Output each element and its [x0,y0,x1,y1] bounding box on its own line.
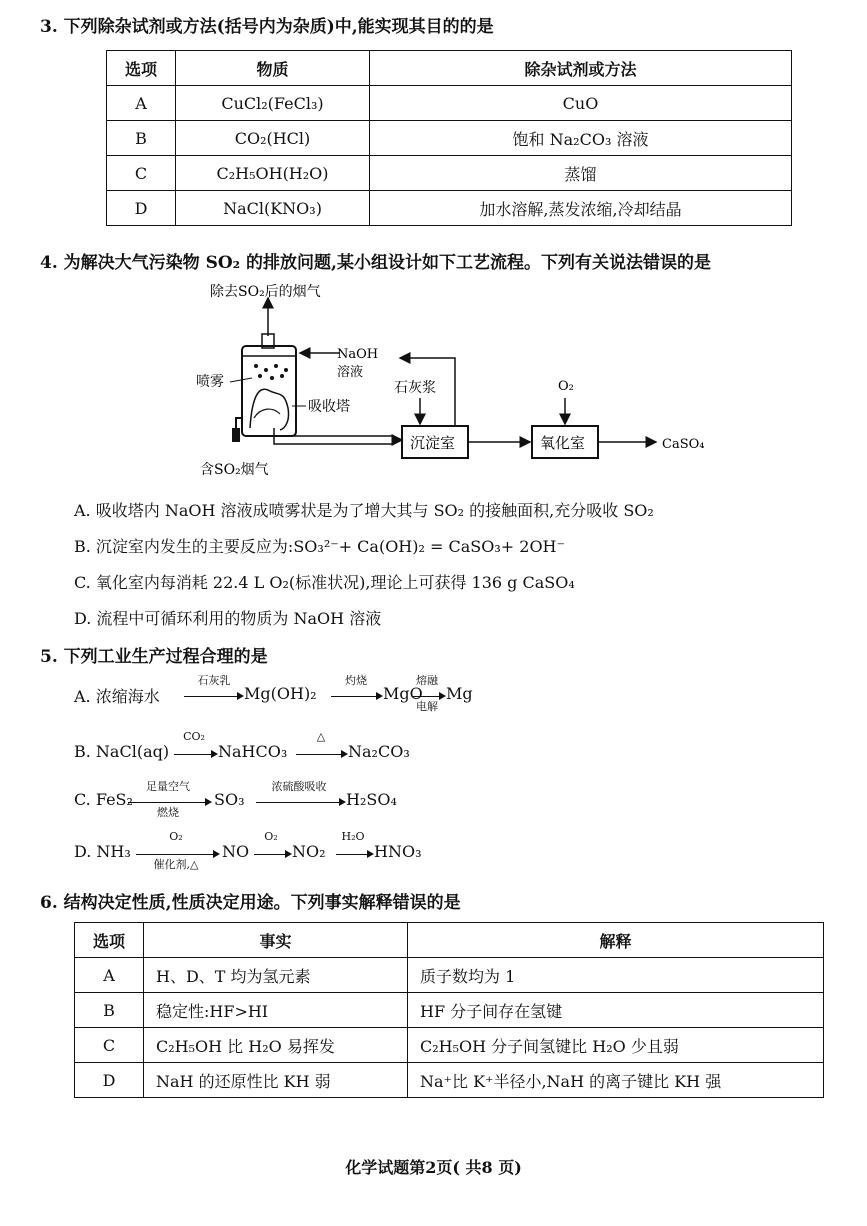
in-gas-label: 含SO₂烟气 [200,462,269,478]
cell: 质子数均为 1 [408,958,824,993]
q4-stem: 4. 为解决大气污染物 SO₂ 的排放问题,某小组设计如下工艺流程。下列有关说法错误的是 [40,253,711,273]
process-flow-diagram [180,278,740,488]
condition: 石灰乳 [197,674,231,687]
cell: NaCl(KNO₃) [176,191,370,226]
formula: D. NH₃ [74,842,131,861]
condition: 灼烧 [345,674,367,687]
formula: NaHCO₃ [218,742,288,761]
naoh-solution-label: 溶液 [337,365,364,380]
formula: Mg [446,684,473,703]
q6-table [74,922,824,1098]
q5-stem: 5. 下列工业生产过程合理的是 [40,647,268,667]
cell: 饱和 Na₂CO₃ 溶液 [370,121,792,156]
cell: 稳定性:HF>HI [144,993,408,1028]
cell: CuCl₂(FeCl₃) [176,86,370,121]
q5-option-a [74,670,774,713]
table-row [107,156,792,191]
cell: CuO [370,86,792,121]
tower-label: 吸收塔 [308,399,350,415]
cell: C [107,156,176,191]
cell: C₂H₅OH(H₂O) [176,156,370,191]
naoh-label: NaOH [337,347,379,362]
lime-label: 石灰浆 [394,380,436,396]
formula: A. 浓缩海水 [74,687,160,706]
header-cell: 选项 [107,51,176,86]
o2-label: O₂ [558,379,574,394]
oxidation-room-label: 氧化室 [540,434,586,452]
cell: B [107,121,176,156]
cell: D [75,1063,144,1098]
formula: Na₂CO₃ [348,742,410,761]
cell: B [75,993,144,1028]
header-cell: 物质 [176,51,370,86]
q5-option-c [74,776,774,819]
table-row [107,121,792,156]
condition: CO₂ [183,730,205,743]
q3-stem: 3. 下列除杂试剂或方法(括号内为杂质)中,能实现其目的的是 [40,17,494,37]
formula: MgO [383,684,423,703]
condition: 燃烧 [157,806,179,819]
condition: 电解 [416,700,438,713]
condition: 足量空气 [146,780,190,793]
condition: 熔融 [416,674,438,687]
cell: C₂H₅OH 分子间氢键比 H₂O 少且弱 [408,1028,824,1063]
formula: SO₃ [214,790,245,809]
spray-label: 喷雾 [196,374,224,390]
out-gas-label: 除去SO₂后的烟气 [210,284,321,300]
condition: 浓硫酸吸收 [271,780,327,793]
formula: C. FeS₂ [74,790,133,809]
formula: NO₂ [292,842,326,861]
cell: Na⁺比 K⁺半径小,NaH 的离子键比 KH 强 [408,1063,824,1098]
cell: C₂H₅OH 比 H₂O 易挥发 [144,1028,408,1063]
cell: D [107,191,176,226]
formula: B. NaCl(aq) [74,742,170,761]
formula: H₂SO₄ [346,790,397,809]
q5-option-b [74,728,774,768]
cell: 蒸馏 [370,156,792,191]
cell: CO₂(HCl) [176,121,370,156]
condition: O₂ [169,830,183,843]
table-header-row [75,923,824,958]
cell: C [75,1028,144,1063]
cell: HF 分子间存在氢键 [408,993,824,1028]
q4-option-c: C. 氧化室内每消耗 22.4 L O₂(标准状况),理论上可获得 136 g CaSO₄ [74,573,575,592]
cell: A [75,958,144,993]
q4-option-b: B. 沉淀室内发生的主要反应为:SO₃²⁻+ Ca(OH)₂ = CaSO₃+ 2OH⁻ [74,537,565,556]
q5-option-d [74,828,774,871]
formula: HNO₃ [374,842,422,861]
product-label: CaSO₄ [662,437,705,452]
table-row [75,958,824,993]
formula: NO [222,842,250,861]
settling-room-label: 沉淀室 [410,434,456,452]
q6-stem: 6. 结构决定性质,性质决定用途。下列事实解释错误的是 [40,893,461,913]
cell: 加水溶解,蒸发浓缩,冷却结晶 [370,191,792,226]
table-row [107,86,792,121]
q4-option-a: A. 吸收塔内 NaOH 溶液成喷雾状是为了增大其与 SO₂ 的接触面积,充分吸收 SO₂ [74,501,654,520]
table-header-row [107,51,792,86]
formula: Mg(OH)₂ [244,684,317,703]
cell: H、D、T 均为氢元素 [144,958,408,993]
q4-option-d: D. 流程中可循环利用的物质为 NaOH 溶液 [74,609,382,628]
header-cell: 事实 [144,923,408,958]
condition: △ [316,730,326,743]
page-footer: 化学试题第2页( 共8 页) [345,1158,522,1177]
cell: A [107,86,176,121]
table-row [75,993,824,1028]
table-row [75,1063,824,1098]
header-cell: 解释 [408,923,824,958]
condition: 催化剂,△ [153,858,199,871]
table-row [75,1028,824,1063]
q3-table [106,50,792,226]
header-cell: 选项 [75,923,144,958]
cell: NaH 的还原性比 KH 弱 [144,1063,408,1098]
header-cell: 除杂试剂或方法 [370,51,792,86]
condition: O₂ [264,830,278,843]
table-row [107,191,792,226]
condition: H₂O [341,830,365,843]
